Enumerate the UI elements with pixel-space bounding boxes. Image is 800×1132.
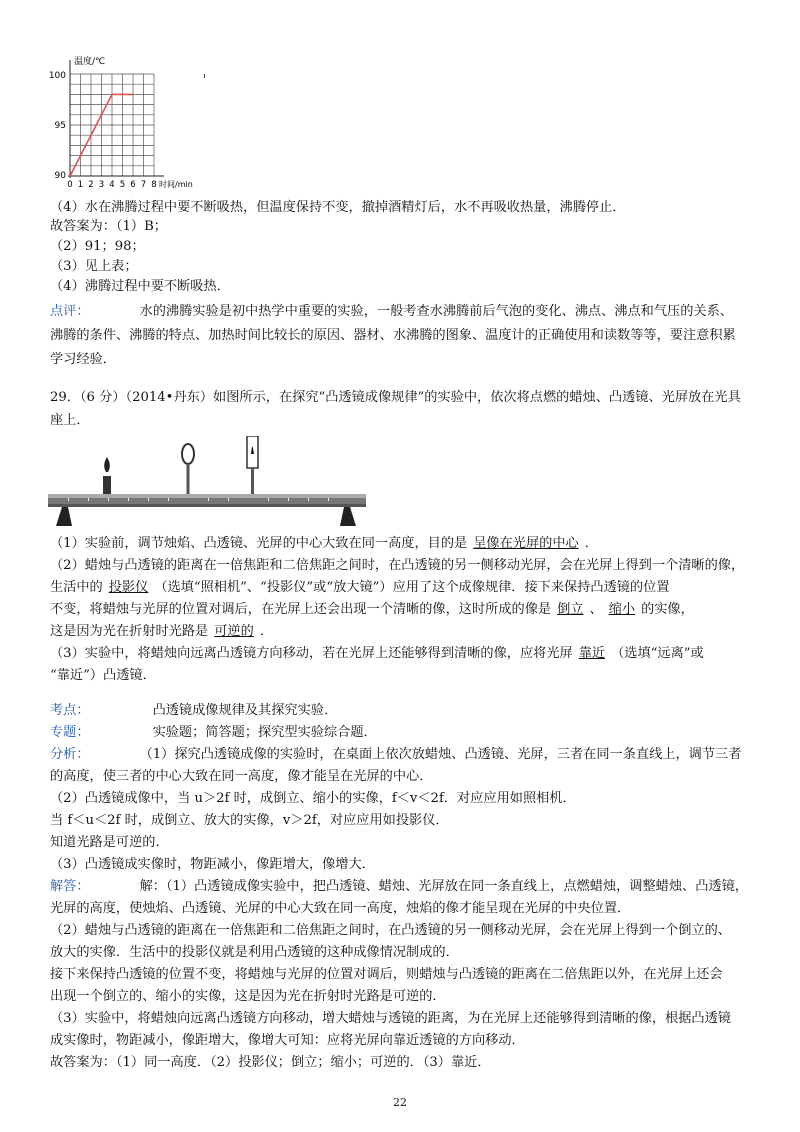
jieda-line6: 出现一个倒立的、缩小的实像，这是因为光在折射时光路是可逆的． [50, 989, 446, 1004]
q28-line4: （4）水在沸腾过程中要不断吸热，但温度保持不变，撤掉酒精灯后，水不再吸收热量，沸腾停止． [50, 200, 626, 215]
fenxi-line4: 当 f＜u＜2f 时，成倒立、放大的实像，v＞2f，对应应用如投影仪． [50, 813, 449, 828]
part1-end: ． [584, 536, 598, 551]
jieda-line7: （3）实验中，将蜡烛向远离凸透镜方向移动，增大蜡烛与透镜的距离，为在光屏上还能够得到清晰的像，根据凸透镜 [50, 1011, 731, 1026]
final-answer: 故答案为：（1）同一高度．（2）投影仪；倒立；缩小；可逆的．（3）靠近． [50, 1055, 491, 1070]
part3-answer-closer: 靠近 [578, 646, 606, 661]
review-line2: 沸腾的条件、沸腾的特点、加热时间比较长的原因、器材、水沸腾的图象、温度计的正确使用和读数等等，要注意积累 [50, 328, 736, 343]
x-tick: 5 [119, 180, 126, 190]
fenxi-line2: 的高度，使三者的中心大致在同一高度，像才能呈在光屏的中心． [50, 769, 433, 784]
q29-title-line1: 29．（6 分）（2014•丹东）如图所示，在探究“凸透镜成像规律”的实验中，依次将点燃的蜡烛、凸透镜、光屏放在光具 [50, 390, 741, 405]
fenxi-line3: （2）凸透镜成像中，当 u＞2f 时，成倒立、缩小的实像，f＜v＜2f．对应应用如照相机． [50, 791, 576, 806]
jieda-row [50, 879, 748, 895]
graph-grid [70, 74, 154, 176]
review-line3: 学习经验． [50, 352, 116, 367]
q28-answer-head: 故答案为：（1）B； [50, 219, 167, 234]
part2-line3-text: 不变，将蜡烛与光屏的位置对调后，在光屏上还会出现一个清晰的像，这时所成的像是 [50, 602, 552, 617]
part3-text: （3）实验中，将蜡烛向远离凸透镜方向移动，若在光屏上还能够得到清晰的像，应将光屏 [50, 646, 573, 661]
fenxi-label: 分析： [50, 747, 90, 762]
part2-answer-projector: 投影仪 [108, 580, 149, 595]
part2-answer-reduced: 缩小 [608, 602, 636, 617]
part2-answer-inverted: 倒立 [557, 602, 584, 617]
jieda-line3: （2）蜡烛与凸透镜的距离在一倍焦距和二倍焦距之间时，在凸透镜的另一侧移动光屏，会在光屏上得到一个倒立的、 [50, 923, 731, 938]
fenxi-line1: （1）探究凸透镜成像的实验时，在桌面上依次放蜡烛、凸透镜、光屏，三者在同一条直线上，调节三者 [139, 747, 742, 762]
q29-part1 [50, 536, 598, 552]
part3-text-end: （选填“远离”或 [611, 646, 704, 661]
q29-part2-line3 [50, 602, 694, 618]
y-tick-100: 100 [48, 71, 66, 81]
zhuanti-label: 专题： [50, 725, 90, 740]
part2-line4-end: ． [259, 624, 273, 639]
y-tick-95: 95 [54, 121, 66, 131]
jieda-line2: 光屏的高度，使烛焰、凸透镜、光屏的中心大致在同一高度，烛焰的像才能呈现在光屏的中央位置． [50, 901, 631, 916]
jieda-line5: 接下来保持凸透镜的位置不变，将蜡烛与光屏的位置对调后，则蜡烛与凸透镜的距离在二倍焦距以外，在光屏上还会 [50, 967, 723, 982]
optical-bench-figure [48, 436, 370, 530]
x-tick: 6 [130, 180, 136, 190]
x-tick: 1 [77, 180, 84, 190]
q28-answer-3: （3）见上表； [50, 259, 138, 274]
part1-answer: 呈像在光屏的中心 [473, 536, 579, 551]
x-tick: 3 [98, 180, 105, 190]
zhuanti-row [50, 725, 377, 741]
review-label: 点评： [50, 304, 90, 319]
page-number: 22 [393, 1096, 407, 1109]
part2-text-cont: （选填“照相机”、“投影仪”或“放大镜”）应用了这个成像规律．接下来保持凸透镜的位置 [154, 580, 670, 595]
x-tick: 0 [67, 180, 73, 190]
fenxi-line6: （3）凸透镜成实像时，物距减小，像距增大，像增大． [50, 857, 375, 872]
part2-text: 生活中的 [50, 580, 103, 595]
convex-lens [182, 444, 194, 494]
jieda-line8: 成实像时，物距减小，像距增大，像增大可知：应将光屏向靠近透镜的方向移动． [50, 1033, 525, 1048]
part2-answer-reversible: 可逆的 [214, 624, 254, 639]
fenxi-line5: 知道光路是可逆的． [50, 835, 169, 850]
q29-part2-line4 [50, 624, 273, 640]
part2-line4-text: 这是因为光在折射时光路是 [50, 624, 209, 639]
q29-title-line2: 座上． [50, 413, 90, 428]
x-tick: 8 [151, 180, 157, 190]
kaodian-label: 考点： [50, 703, 90, 718]
fenxi-row [50, 747, 741, 763]
q29-part3-line2: “靠近”）凸透镜． [50, 668, 156, 683]
q28-answer-4: （4）沸腾过程中要不断吸热． [50, 279, 230, 294]
x-tick: 7 [140, 180, 147, 190]
q28-review [50, 304, 733, 320]
y-tick-90: 90 [54, 171, 66, 181]
jieda-line1: 解：（1）凸透镜成像实验中，把凸透镜、蜡烛、光屏放在同一条直线上，点燃蜡烛，调整蜡烛、凸透镜， [139, 879, 748, 894]
kaodian-text: 凸透镜成像规律及其探究实验． [152, 703, 338, 718]
kaodian-row [50, 703, 337, 719]
bench [48, 494, 366, 526]
y-axis-label: 温度/℃ [74, 57, 106, 67]
part2-sep: 、 [589, 602, 603, 617]
q29-part2-line2 [50, 580, 670, 596]
zhuanti-text: 实验题；简答题；探究型实验综合题． [152, 725, 377, 740]
stray-mark [204, 74, 205, 78]
x-tick: 4 [109, 180, 115, 190]
review-line1: 水的沸腾实验是初中热学中重要的实验，一般考查水沸腾前后气泡的变化、沸点、沸点和气压的关系、 [139, 304, 733, 319]
q29-part2-line1: （2）蜡烛与凸透镜的距离在一倍焦距和二倍焦距之间时，在凸透镜的另一侧移动光屏，会在光屏上得到一个清晰的像， [50, 558, 745, 573]
light-screen [247, 436, 258, 494]
candle [103, 457, 111, 494]
part1-text: （1）实验前，调节烛焰、凸透镜、光屏的中心大致在同一高度，目的是 [50, 536, 468, 551]
jieda-line4: 放大的实像．生活中的投影仪就是利用凸透镜的这种成像情况制成的． [50, 945, 459, 960]
x-ticks [67, 180, 156, 190]
temperature-time-graph [40, 52, 220, 194]
jieda-label: 解答： [50, 879, 90, 894]
q28-answer-2: （2）91；98； [50, 239, 145, 254]
x-axis-label: 时间/min [159, 180, 193, 189]
q29-part3-line1 [50, 646, 704, 662]
x-tick: 2 [88, 180, 94, 190]
part2-line3-end: 的实像， [641, 602, 694, 617]
